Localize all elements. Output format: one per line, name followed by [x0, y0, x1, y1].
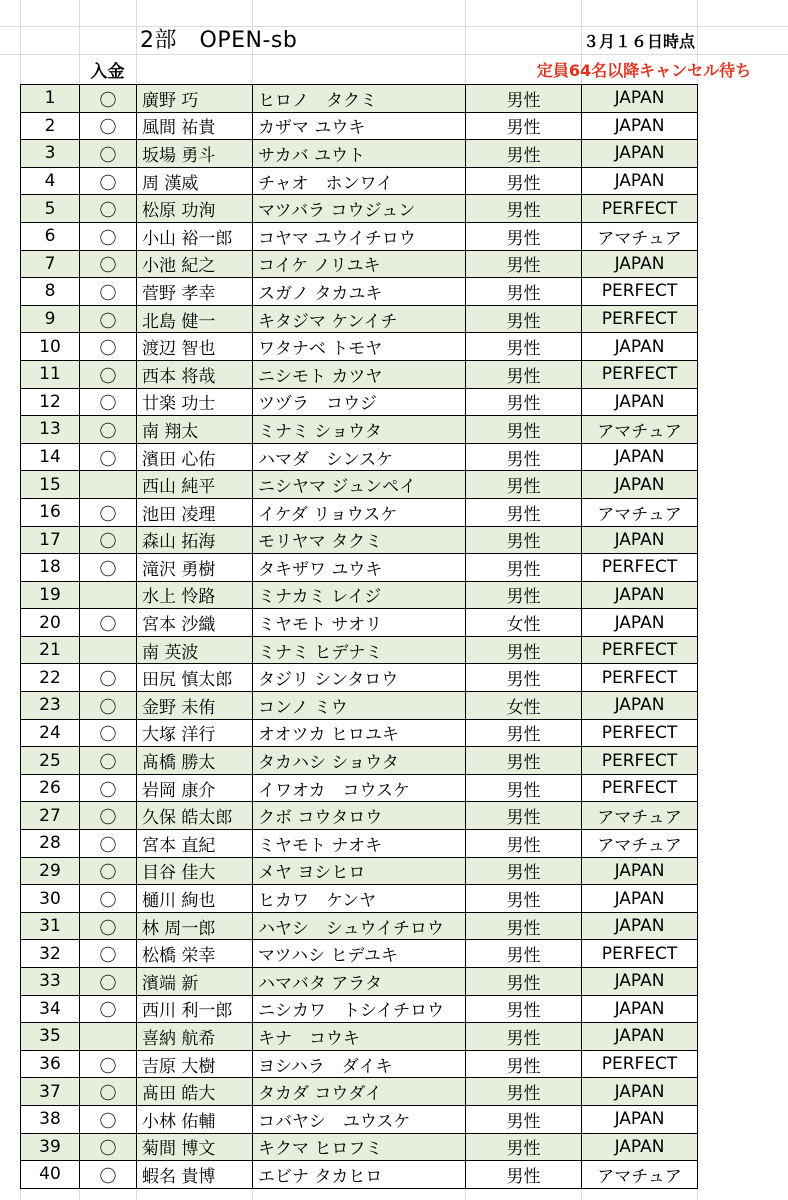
- entry-number[interactable]: 37: [21, 1078, 80, 1106]
- paid-mark[interactable]: 〇: [80, 443, 137, 471]
- entrant-gender[interactable]: 男性: [466, 636, 582, 664]
- entrant-name[interactable]: 廣野 巧: [137, 85, 253, 113]
- paid-mark[interactable]: 〇: [80, 416, 137, 444]
- entrant-name[interactable]: 南 英波: [137, 636, 253, 664]
- as-of-date: ３月１６日時点: [582, 31, 695, 51]
- entrant-name[interactable]: 金野 未侑: [137, 692, 253, 720]
- entry-number[interactable]: 40: [21, 1161, 80, 1189]
- entrant-name[interactable]: 喜納 航希: [137, 1023, 253, 1051]
- entrant-kana[interactable]: ハマダ シンスケ: [253, 443, 466, 471]
- table-row: [21, 636, 698, 664]
- entry-number[interactable]: 14: [21, 443, 80, 471]
- entrant-kana[interactable]: ヒカワ ケンヤ: [253, 885, 466, 913]
- entry-number[interactable]: 35: [21, 1023, 80, 1051]
- entry-number[interactable]: 13: [21, 416, 80, 444]
- entrant-class[interactable]: JAPAN: [582, 692, 698, 720]
- entrant-class[interactable]: JAPAN: [582, 1023, 698, 1051]
- paid-mark[interactable]: 〇: [80, 1078, 137, 1106]
- entrant-name[interactable]: 宮本 直紀: [137, 830, 253, 858]
- entrant-class[interactable]: JAPAN: [582, 85, 698, 113]
- entrant-class[interactable]: PERFECT: [582, 554, 698, 582]
- table-row: [21, 995, 698, 1023]
- entrant-class[interactable]: JAPAN: [582, 912, 698, 940]
- paid-mark[interactable]: 〇: [80, 85, 137, 113]
- entrant-name[interactable]: 林 周一郎: [137, 912, 253, 940]
- paid-mark[interactable]: 〇: [80, 498, 137, 526]
- entry-table: [20, 84, 698, 1189]
- entrant-name[interactable]: 田尻 慎太郎: [137, 664, 253, 692]
- entrant-class[interactable]: PERFECT: [582, 747, 698, 775]
- entrant-name[interactable]: 久保 皓太郎: [137, 802, 253, 830]
- entry-number[interactable]: 30: [21, 885, 80, 913]
- entrant-gender[interactable]: 男性: [466, 360, 582, 388]
- entrant-gender[interactable]: 男性: [466, 1023, 582, 1051]
- entry-number[interactable]: 11: [21, 360, 80, 388]
- entry-number[interactable]: 15: [21, 471, 80, 499]
- entry-number[interactable]: 32: [21, 940, 80, 968]
- entrant-name[interactable]: 菊間 博文: [137, 1133, 253, 1161]
- entrant-class[interactable]: JAPAN: [582, 333, 698, 361]
- entry-number[interactable]: 1: [21, 85, 80, 113]
- entrant-kana[interactable]: ニシヤマ ジュンペイ: [253, 471, 466, 499]
- entrant-gender[interactable]: 男性: [466, 112, 582, 140]
- entrant-name[interactable]: 南 翔太: [137, 416, 253, 444]
- entrant-kana[interactable]: ミナミ ヒデナミ: [253, 636, 466, 664]
- paid-column-header: 入金: [90, 61, 125, 82]
- entrant-name[interactable]: 西川 利一郎: [137, 995, 253, 1023]
- entrant-gender[interactable]: 女性: [466, 609, 582, 637]
- paid-mark[interactable]: 〇: [80, 1161, 137, 1189]
- entrant-kana[interactable]: コバヤシ ユウスケ: [253, 1105, 466, 1133]
- entrant-gender[interactable]: 男性: [466, 85, 582, 113]
- entrant-kana[interactable]: ミヤモト ナオキ: [253, 830, 466, 858]
- entry-number[interactable]: 12: [21, 388, 80, 416]
- paid-mark[interactable]: 〇: [80, 554, 137, 582]
- entrant-gender[interactable]: 男性: [466, 774, 582, 802]
- entrant-kana[interactable]: ハヤシ シュウイチロウ: [253, 912, 466, 940]
- entrant-class[interactable]: アマチュア: [582, 830, 698, 858]
- entrant-gender[interactable]: 男性: [466, 195, 582, 223]
- entrant-class[interactable]: アマチュア: [582, 416, 698, 444]
- entrant-gender[interactable]: 男性: [466, 885, 582, 913]
- table-row: [21, 581, 698, 609]
- entrant-name[interactable]: 北島 健一: [137, 305, 253, 333]
- entrant-name[interactable]: 蝦名 貴博: [137, 1161, 253, 1189]
- entrant-gender[interactable]: 男性: [466, 968, 582, 996]
- entrant-name[interactable]: 樋川 絢也: [137, 885, 253, 913]
- entry-number[interactable]: 20: [21, 609, 80, 637]
- entrant-class[interactable]: アマチュア: [582, 498, 698, 526]
- entrant-name[interactable]: 池田 凌理: [137, 498, 253, 526]
- table-row: [21, 526, 698, 554]
- table-row: [21, 774, 698, 802]
- paid-mark[interactable]: 〇: [80, 692, 137, 720]
- table-row: [21, 195, 698, 223]
- entrant-gender[interactable]: 男性: [466, 278, 582, 306]
- entrant-name[interactable]: 目谷 佳大: [137, 857, 253, 885]
- entrant-kana[interactable]: ヒロノ タクミ: [253, 85, 466, 113]
- table-row: [21, 968, 698, 996]
- entry-number[interactable]: 4: [21, 167, 80, 195]
- entrant-class[interactable]: PERFECT: [582, 360, 698, 388]
- table-row: [21, 609, 698, 637]
- entrant-name[interactable]: 吉原 大樹: [137, 1050, 253, 1078]
- paid-mark[interactable]: 〇: [80, 1105, 137, 1133]
- entrant-kana[interactable]: チャオ ホンワイ: [253, 167, 466, 195]
- entrant-name[interactable]: 宮本 沙織: [137, 609, 253, 637]
- entry-number[interactable]: 3: [21, 140, 80, 168]
- entrant-class[interactable]: JAPAN: [582, 885, 698, 913]
- paid-mark[interactable]: 〇: [80, 747, 137, 775]
- entrant-gender[interactable]: 男性: [466, 443, 582, 471]
- paid-mark[interactable]: 〇: [80, 968, 137, 996]
- paid-mark[interactable]: 〇: [80, 167, 137, 195]
- entry-number[interactable]: 9: [21, 305, 80, 333]
- entrant-kana[interactable]: クボ コウタロウ: [253, 802, 466, 830]
- paid-mark[interactable]: 〇: [80, 774, 137, 802]
- entrant-class[interactable]: JAPAN: [582, 609, 698, 637]
- table-row: [21, 802, 698, 830]
- entrant-class[interactable]: JAPAN: [582, 1078, 698, 1106]
- entry-number[interactable]: 31: [21, 912, 80, 940]
- entrant-name[interactable]: 西本 将哉: [137, 360, 253, 388]
- paid-mark[interactable]: 〇: [80, 526, 137, 554]
- entrant-gender[interactable]: 男性: [466, 719, 582, 747]
- entrant-kana[interactable]: タキザワ ユウキ: [253, 554, 466, 582]
- capacity-note: 定員64名以降キャンセル待ち: [536, 60, 752, 80]
- entrant-name[interactable]: 坂場 勇斗: [137, 140, 253, 168]
- paid-mark[interactable]: 〇: [80, 112, 137, 140]
- entrant-class[interactable]: JAPAN: [582, 968, 698, 996]
- entrant-kana[interactable]: イケダ リョウスケ: [253, 498, 466, 526]
- entrant-kana[interactable]: マツバラ コウジュン: [253, 195, 466, 223]
- paid-mark[interactable]: 〇: [80, 995, 137, 1023]
- table-row: [21, 885, 698, 913]
- entrant-class[interactable]: JAPAN: [582, 581, 698, 609]
- entrant-gender[interactable]: 男性: [466, 581, 582, 609]
- paid-mark[interactable]: 〇: [80, 1133, 137, 1161]
- paid-mark[interactable]: 〇: [80, 305, 137, 333]
- table-row: [21, 443, 698, 471]
- entry-number[interactable]: 10: [21, 333, 80, 361]
- table-row: [21, 360, 698, 388]
- entrant-kana[interactable]: マツハシ ヒデユキ: [253, 940, 466, 968]
- paid-mark[interactable]: 〇: [80, 250, 137, 278]
- entrant-class[interactable]: JAPAN: [582, 857, 698, 885]
- entry-number[interactable]: 26: [21, 774, 80, 802]
- entrant-name[interactable]: 濱端 新: [137, 968, 253, 996]
- entrant-class[interactable]: PERFECT: [582, 195, 698, 223]
- entrant-kana[interactable]: ニシモト カツヤ: [253, 360, 466, 388]
- entrant-kana[interactable]: キナ コウキ: [253, 1023, 466, 1051]
- paid-mark[interactable]: 〇: [80, 885, 137, 913]
- entrant-gender[interactable]: 男性: [466, 471, 582, 499]
- entrant-gender[interactable]: 男性: [466, 1078, 582, 1106]
- entrant-kana[interactable]: サカバ ユウト: [253, 140, 466, 168]
- table-row: [21, 416, 698, 444]
- entrant-kana[interactable]: メヤ ヨシヒロ: [253, 857, 466, 885]
- entry-number[interactable]: 7: [21, 250, 80, 278]
- entrant-kana[interactable]: エビナ タカヒロ: [253, 1161, 466, 1189]
- entrant-name[interactable]: 松原 功洵: [137, 195, 253, 223]
- entrant-gender[interactable]: 男性: [466, 305, 582, 333]
- entrant-kana[interactable]: キタジマ ケンイチ: [253, 305, 466, 333]
- entrant-kana[interactable]: タカダ コウダイ: [253, 1078, 466, 1106]
- entrant-kana[interactable]: ミナミ ショウタ: [253, 416, 466, 444]
- entrant-gender[interactable]: 男性: [466, 140, 582, 168]
- entrant-class[interactable]: JAPAN: [582, 1105, 698, 1133]
- entrant-gender[interactable]: 男性: [466, 664, 582, 692]
- entrant-class[interactable]: JAPAN: [582, 995, 698, 1023]
- paid-mark[interactable]: 〇: [80, 360, 137, 388]
- entrant-gender[interactable]: 男性: [466, 802, 582, 830]
- entrant-kana[interactable]: モリヤマ タクミ: [253, 526, 466, 554]
- entrant-kana[interactable]: タジリ シンタロウ: [253, 664, 466, 692]
- entry-number[interactable]: 39: [21, 1133, 80, 1161]
- paid-mark[interactable]: 〇: [80, 940, 137, 968]
- table-row: [21, 940, 698, 968]
- entrant-kana[interactable]: タカハシ ショウタ: [253, 747, 466, 775]
- entrant-gender[interactable]: 男性: [466, 1133, 582, 1161]
- table-row: [21, 140, 698, 168]
- entrant-class[interactable]: PERFECT: [582, 1050, 698, 1078]
- entrant-gender[interactable]: 男性: [466, 747, 582, 775]
- entry-number[interactable]: 27: [21, 802, 80, 830]
- entrant-kana[interactable]: スガノ タカユキ: [253, 278, 466, 306]
- entrant-class[interactable]: PERFECT: [582, 664, 698, 692]
- entrant-name[interactable]: 小池 紀之: [137, 250, 253, 278]
- entrant-name[interactable]: 松橋 栄幸: [137, 940, 253, 968]
- paid-mark[interactable]: 〇: [80, 719, 137, 747]
- entry-number[interactable]: 33: [21, 968, 80, 996]
- entrant-class[interactable]: JAPAN: [582, 1133, 698, 1161]
- entrant-name[interactable]: 髙田 皓大: [137, 1078, 253, 1106]
- entrant-kana[interactable]: コンノ ミウ: [253, 692, 466, 720]
- table-row: [21, 167, 698, 195]
- table-row: [21, 719, 698, 747]
- entrant-gender[interactable]: 男性: [466, 912, 582, 940]
- paid-mark[interactable]: 〇: [80, 388, 137, 416]
- table-row: [21, 250, 698, 278]
- entrant-kana[interactable]: キクマ ヒロフミ: [253, 1133, 466, 1161]
- entrant-class[interactable]: JAPAN: [582, 112, 698, 140]
- entry-number[interactable]: 17: [21, 526, 80, 554]
- entrant-gender[interactable]: 男性: [466, 995, 582, 1023]
- entrant-name[interactable]: 水上 怜路: [137, 581, 253, 609]
- entrant-class[interactable]: アマチュア: [582, 802, 698, 830]
- entry-number[interactable]: 22: [21, 664, 80, 692]
- entry-number[interactable]: 23: [21, 692, 80, 720]
- entrant-gender[interactable]: 男性: [466, 167, 582, 195]
- table-row: [21, 554, 698, 582]
- entry-number[interactable]: 25: [21, 747, 80, 775]
- entrant-name[interactable]: 森山 拓海: [137, 526, 253, 554]
- table-row: [21, 664, 698, 692]
- entrant-gender[interactable]: 男性: [466, 526, 582, 554]
- table-row: [21, 305, 698, 333]
- sheet-title: 2部 OPEN-sb: [140, 27, 298, 53]
- paid-mark[interactable]: 〇: [80, 1050, 137, 1078]
- paid-mark[interactable]: 〇: [80, 140, 137, 168]
- table-row: [21, 1161, 698, 1189]
- entry-number[interactable]: 24: [21, 719, 80, 747]
- entrant-class[interactable]: PERFECT: [582, 719, 698, 747]
- paid-mark[interactable]: 〇: [80, 857, 137, 885]
- paid-mark[interactable]: 〇: [80, 222, 137, 250]
- paid-mark[interactable]: [80, 1023, 137, 1051]
- entrant-kana[interactable]: コヤマ ユウイチロウ: [253, 222, 466, 250]
- entrant-class[interactable]: JAPAN: [582, 388, 698, 416]
- table-row: [21, 1023, 698, 1051]
- paid-mark[interactable]: 〇: [80, 278, 137, 306]
- entrant-name[interactable]: 髙橋 勝太: [137, 747, 253, 775]
- entrant-name[interactable]: 岩岡 康介: [137, 774, 253, 802]
- entrant-name[interactable]: 廿楽 功士: [137, 388, 253, 416]
- entry-number[interactable]: 18: [21, 554, 80, 582]
- entrant-gender[interactable]: 男性: [466, 857, 582, 885]
- entrant-class[interactable]: PERFECT: [582, 774, 698, 802]
- table-row: [21, 333, 698, 361]
- entrant-class[interactable]: PERFECT: [582, 305, 698, 333]
- paid-mark[interactable]: 〇: [80, 195, 137, 223]
- entrant-name[interactable]: 風間 祐貴: [137, 112, 253, 140]
- entrant-name[interactable]: 渡辺 智也: [137, 333, 253, 361]
- entrant-gender[interactable]: 男性: [466, 250, 582, 278]
- table-row: [21, 747, 698, 775]
- entry-number[interactable]: 28: [21, 830, 80, 858]
- entry-number[interactable]: 38: [21, 1105, 80, 1133]
- entrant-gender[interactable]: 男性: [466, 830, 582, 858]
- table-row: [21, 1133, 698, 1161]
- entrant-class[interactable]: JAPAN: [582, 140, 698, 168]
- entrant-gender[interactable]: 男性: [466, 1050, 582, 1078]
- table-row: [21, 1078, 698, 1106]
- entrant-gender[interactable]: 女性: [466, 692, 582, 720]
- table-row: [21, 1105, 698, 1133]
- paid-mark[interactable]: 〇: [80, 830, 137, 858]
- table-row: [21, 471, 698, 499]
- entrant-kana[interactable]: ミナカミ レイジ: [253, 581, 466, 609]
- table-row: [21, 830, 698, 858]
- entrant-class[interactable]: JAPAN: [582, 443, 698, 471]
- entry-number[interactable]: 21: [21, 636, 80, 664]
- table-row: [21, 388, 698, 416]
- entrant-kana[interactable]: ワタナベ トモヤ: [253, 333, 466, 361]
- entrant-class[interactable]: JAPAN: [582, 250, 698, 278]
- entrant-kana[interactable]: イワオカ コウスケ: [253, 774, 466, 802]
- entrant-class[interactable]: PERFECT: [582, 278, 698, 306]
- entrant-kana[interactable]: オオツカ ヒロユキ: [253, 719, 466, 747]
- entry-number[interactable]: 2: [21, 112, 80, 140]
- paid-mark[interactable]: 〇: [80, 802, 137, 830]
- entrant-class[interactable]: PERFECT: [582, 940, 698, 968]
- entry-number[interactable]: 5: [21, 195, 80, 223]
- table-row: [21, 692, 698, 720]
- table-row: [21, 112, 698, 140]
- entrant-class[interactable]: アマチュア: [582, 1161, 698, 1189]
- entrant-class[interactable]: JAPAN: [582, 167, 698, 195]
- entrant-name[interactable]: 周 漢威: [137, 167, 253, 195]
- paid-mark[interactable]: 〇: [80, 333, 137, 361]
- entry-number[interactable]: 8: [21, 278, 80, 306]
- entrant-gender[interactable]: 男性: [466, 222, 582, 250]
- entry-number[interactable]: 19: [21, 581, 80, 609]
- table-row: [21, 1050, 698, 1078]
- entry-number[interactable]: 6: [21, 222, 80, 250]
- entrant-gender[interactable]: 男性: [466, 333, 582, 361]
- entrant-class[interactable]: JAPAN: [582, 471, 698, 499]
- entrant-class[interactable]: PERFECT: [582, 636, 698, 664]
- paid-mark[interactable]: 〇: [80, 664, 137, 692]
- entrant-name[interactable]: 菅野 孝幸: [137, 278, 253, 306]
- paid-mark[interactable]: [80, 636, 137, 664]
- entrant-gender[interactable]: 男性: [466, 498, 582, 526]
- entrant-kana[interactable]: コイケ ノリユキ: [253, 250, 466, 278]
- paid-mark[interactable]: [80, 471, 137, 499]
- entrant-gender[interactable]: 男性: [466, 388, 582, 416]
- table-row: [21, 498, 698, 526]
- table-row: [21, 85, 698, 113]
- table-row: [21, 222, 698, 250]
- entrant-kana[interactable]: カザマ ユウキ: [253, 112, 466, 140]
- table-row: [21, 857, 698, 885]
- entrant-kana[interactable]: ミヤモト サオリ: [253, 609, 466, 637]
- paid-mark[interactable]: 〇: [80, 609, 137, 637]
- entrant-name[interactable]: 大塚 洋行: [137, 719, 253, 747]
- entrant-gender[interactable]: 男性: [466, 940, 582, 968]
- entry-number[interactable]: 16: [21, 498, 80, 526]
- entrant-class[interactable]: JAPAN: [582, 526, 698, 554]
- entrant-kana[interactable]: ツヅラ コウジ: [253, 388, 466, 416]
- paid-mark[interactable]: 〇: [80, 912, 137, 940]
- entrant-name[interactable]: 小林 佑輔: [137, 1105, 253, 1133]
- entrant-kana[interactable]: ハマバタ アラタ: [253, 968, 466, 996]
- entry-number[interactable]: 36: [21, 1050, 80, 1078]
- entrant-class[interactable]: アマチュア: [582, 222, 698, 250]
- entrant-name[interactable]: 小山 裕一郎: [137, 222, 253, 250]
- table-row: [21, 912, 698, 940]
- entrant-name[interactable]: 濱田 心佑: [137, 443, 253, 471]
- entrant-gender[interactable]: 男性: [466, 554, 582, 582]
- entrant-name[interactable]: 西山 純平: [137, 471, 253, 499]
- entrant-gender[interactable]: 男性: [466, 1161, 582, 1189]
- entrant-kana[interactable]: ヨシハラ ダイキ: [253, 1050, 466, 1078]
- entry-number[interactable]: 29: [21, 857, 80, 885]
- entrant-name[interactable]: 滝沢 勇樹: [137, 554, 253, 582]
- paid-mark[interactable]: [80, 581, 137, 609]
- entrant-gender[interactable]: 男性: [466, 416, 582, 444]
- entrant-kana[interactable]: ニシカワ トシイチロウ: [253, 995, 466, 1023]
- table-row: [21, 278, 698, 306]
- entry-number[interactable]: 34: [21, 995, 80, 1023]
- entrant-gender[interactable]: 男性: [466, 1105, 582, 1133]
